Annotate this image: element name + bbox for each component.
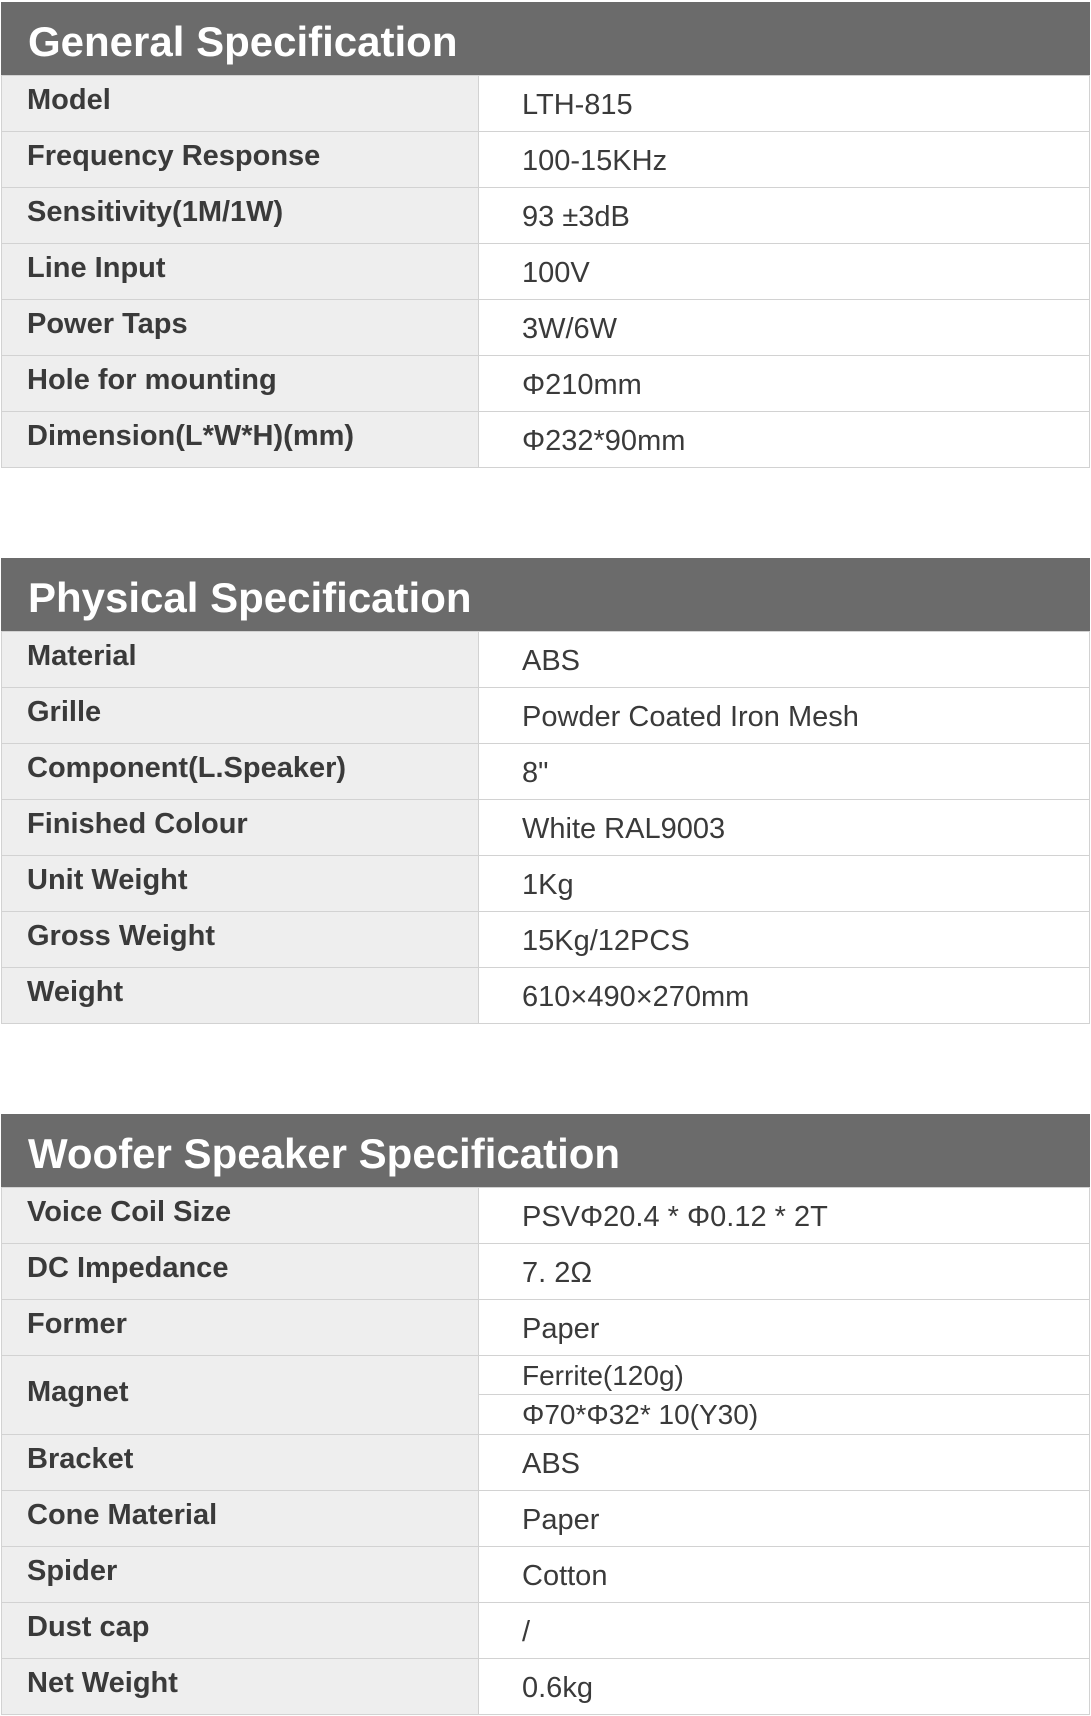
table-row [2, 1300, 1090, 1356]
spec-label: Sensitivity(1M/1W) [2, 188, 479, 244]
spec-label: DC Impedance [2, 1244, 479, 1300]
table-row [2, 1491, 1090, 1547]
spec-value: / [479, 1603, 1090, 1659]
table-row [2, 412, 1090, 468]
spec-label: Power Taps [2, 300, 479, 356]
spec-label: Cone Material [2, 1491, 479, 1547]
spec-label: Bracket [2, 1435, 479, 1491]
woofer-speaker-specification-section [1, 1114, 1090, 1715]
spec-label: Hole for mounting [2, 356, 479, 412]
spec-label: Magnet [2, 1356, 479, 1435]
spec-value: ABS [479, 632, 1090, 688]
table-row [2, 132, 1090, 188]
spec-label: Former [2, 1300, 479, 1356]
spec-label: Finished Colour [2, 800, 479, 856]
spec-label: Line Input [2, 244, 479, 300]
table-row [2, 1547, 1090, 1603]
table-row [2, 1356, 1090, 1395]
table-row [2, 856, 1090, 912]
spec-value: ABS [479, 1435, 1090, 1491]
table-row [2, 912, 1090, 968]
spec-value: 100-15KHz [479, 132, 1090, 188]
section-title: Physical Specification [1, 558, 1090, 631]
spec-value: LTH-815 [479, 76, 1090, 132]
table-row [2, 968, 1090, 1024]
spec-value: 93 ±3dB [479, 188, 1090, 244]
table-row [2, 1244, 1090, 1300]
spec-label: Frequency Response [2, 132, 479, 188]
spec-value: White RAL9003 [479, 800, 1090, 856]
spec-label: Model [2, 76, 479, 132]
spec-label: Unit Weight [2, 856, 479, 912]
spec-value: 610×490×270mm [479, 968, 1090, 1024]
spec-label: Dimension(L*W*H)(mm) [2, 412, 479, 468]
spec-value: 7. 2Ω [479, 1244, 1090, 1300]
physical-specification-section [1, 558, 1090, 1024]
spec-value: 3W/6W [479, 300, 1090, 356]
section-title: Woofer Speaker Specification [1, 1114, 1090, 1187]
spec-label: Dust cap [2, 1603, 479, 1659]
spec-value: 100V [479, 244, 1090, 300]
table-row [2, 744, 1090, 800]
table-row [2, 1603, 1090, 1659]
spec-value: Powder Coated Iron Mesh [479, 688, 1090, 744]
spec-value: 1Kg [479, 856, 1090, 912]
spec-value: Φ210mm [479, 356, 1090, 412]
table-row [2, 76, 1090, 132]
spec-value: Ferrite(120g) [479, 1356, 1090, 1395]
table-row [2, 356, 1090, 412]
spec-label: Net Weight [2, 1659, 479, 1715]
spec-value: 0.6kg [479, 1659, 1090, 1715]
section-title: General Specification [1, 2, 1090, 75]
spec-label: Gross Weight [2, 912, 479, 968]
spec-value: Paper [479, 1300, 1090, 1356]
table-row [2, 800, 1090, 856]
table-row [2, 688, 1090, 744]
table-row [2, 188, 1090, 244]
spec-value: Φ70*Φ32* 10(Y30) [479, 1395, 1090, 1435]
spec-label: Material [2, 632, 479, 688]
spec-value: Φ232*90mm [479, 412, 1090, 468]
table-row [2, 300, 1090, 356]
table-row [2, 1188, 1090, 1244]
spec-label: Grille [2, 688, 479, 744]
spec-table [1, 631, 1090, 1024]
spec-label: Spider [2, 1547, 479, 1603]
table-row [2, 1435, 1090, 1491]
spec-value: Paper [479, 1491, 1090, 1547]
table-row [2, 244, 1090, 300]
general-specification-section [1, 2, 1090, 468]
spec-value: PSVΦ20.4 * Φ0.12 * 2T [479, 1188, 1090, 1244]
spec-table [1, 75, 1090, 468]
spec-label: Component(L.Speaker) [2, 744, 479, 800]
spec-label: Voice Coil Size [2, 1188, 479, 1244]
spec-table [1, 1187, 1090, 1715]
spec-value: 8" [479, 744, 1090, 800]
spec-value: 15Kg/12PCS [479, 912, 1090, 968]
spec-value: Cotton [479, 1547, 1090, 1603]
table-row [2, 1659, 1090, 1715]
table-row [2, 632, 1090, 688]
spec-label: Weight [2, 968, 479, 1024]
